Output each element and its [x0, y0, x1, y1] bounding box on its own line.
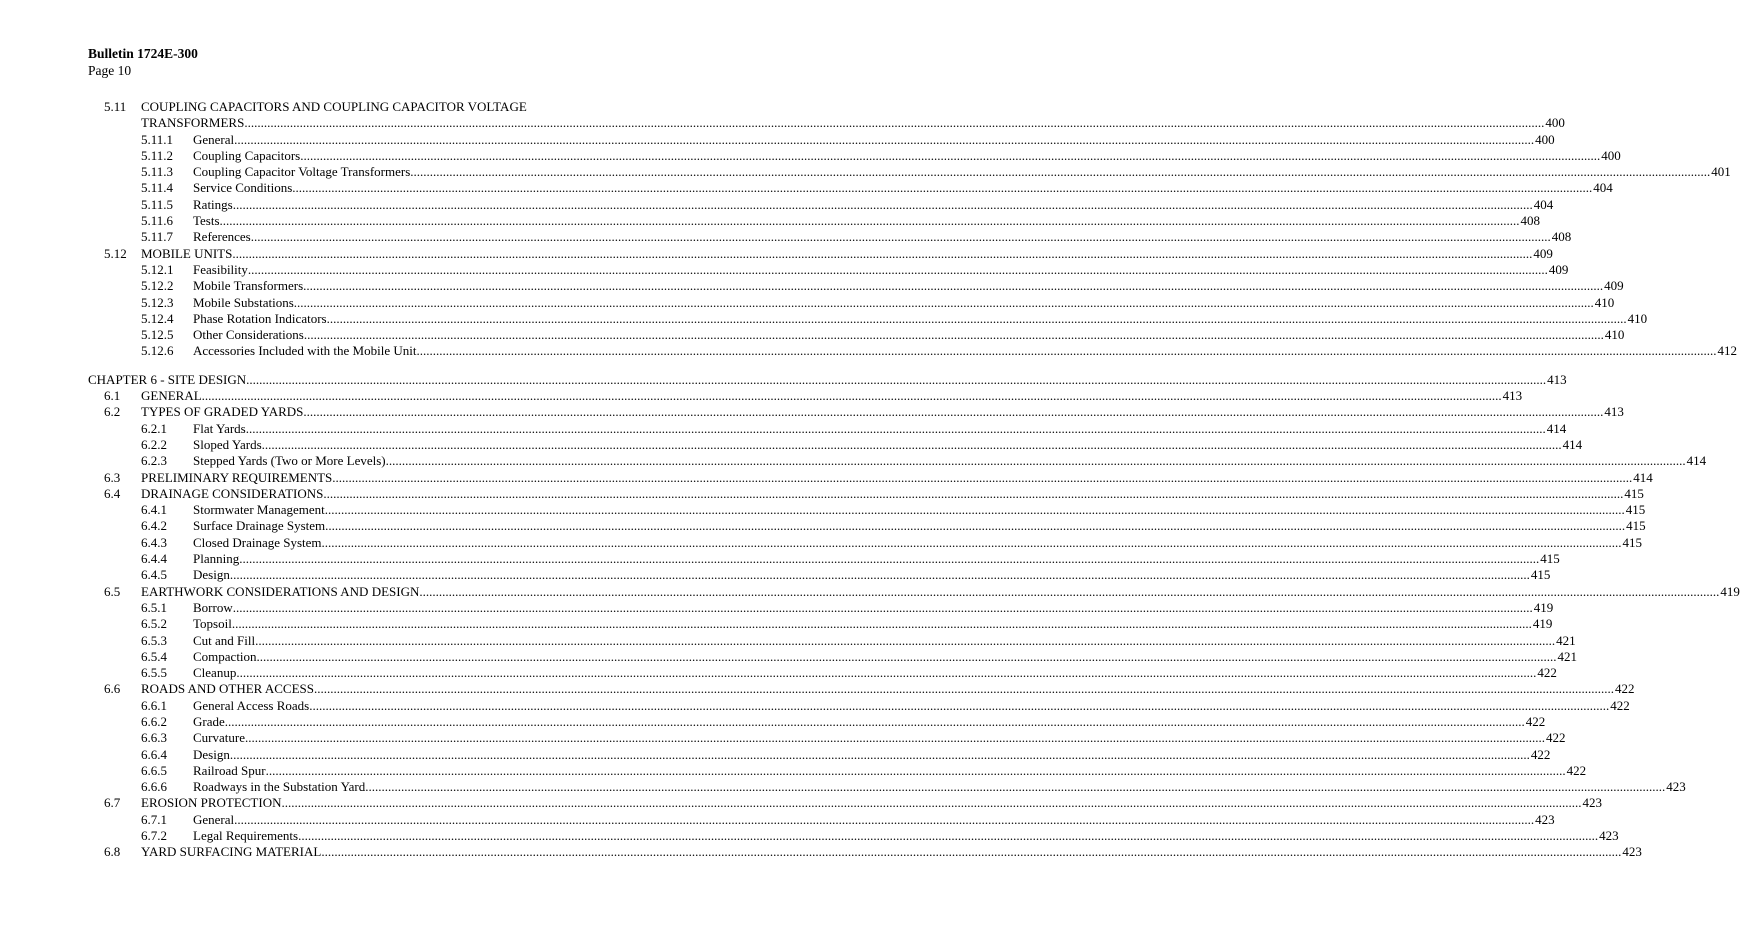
- bulletin-header: Bulletin 1724E-300: [88, 46, 198, 61]
- dot-leader: ................................................................................................................................................................................................................................................................................................................................................................................................................: [239, 551, 1540, 567]
- toc-entry-title: Coupling Capacitor Voltage Transformers: [193, 164, 411, 180]
- toc-entry[interactable]: [0, 665, 1557, 681]
- toc-entry-title: YARD SURFACING MATERIAL: [141, 844, 322, 860]
- toc-entry-number: 6.6.4: [141, 746, 167, 762]
- toc-entry[interactable]: [0, 779, 1686, 795]
- toc-entry[interactable]: [0, 404, 1624, 420]
- toc-entry-page: 415: [1626, 518, 1646, 534]
- dot-leader: ................................................................................................................................................................................................................................................................................................................................................................................................................: [245, 420, 1546, 436]
- toc-entry-title: Railroad Spur: [193, 762, 266, 778]
- toc-entry-page: 423: [1666, 779, 1686, 795]
- toc-entry-page: 400: [1535, 131, 1555, 147]
- toc-entry-number: 6.5.3: [141, 632, 167, 648]
- toc-entry-page: 415: [1625, 502, 1646, 518]
- toc-entry[interactable]: [0, 551, 1560, 567]
- toc-entry-number: 6.2: [104, 404, 121, 420]
- toc-entry[interactable]: [0, 343, 1737, 359]
- dot-leader: ................................................................................................................................................................................................................................................................................................................................................................................................................: [244, 730, 1545, 746]
- toc-entry-page: 421: [1556, 632, 1576, 648]
- toc-entry-number: 6.7.1: [141, 811, 167, 827]
- toc-entry-number: 6.3: [104, 469, 121, 485]
- dot-leader: ................................................................................................................................................................................................................................................................................................................................................................................................................: [292, 180, 1593, 196]
- toc-entry-page: 413: [1604, 404, 1624, 420]
- toc-entry-title: Planning: [193, 551, 240, 567]
- toc-entry[interactable]: [0, 762, 1587, 779]
- toc-entry-title: Other Considerations: [193, 327, 304, 343]
- toc-entry-page: 400: [1545, 115, 1565, 131]
- toc-entry[interactable]: [0, 713, 1546, 730]
- toc-entry-page: 400: [1601, 147, 1621, 163]
- toc-entry-page: 415: [1622, 534, 1643, 550]
- toc-entry-number: 6.4: [104, 485, 121, 501]
- toc-entry-number: 5.11.2: [141, 147, 174, 163]
- toc-entry-title: COUPLING CAPACITORS AND COUPLING CAPACITOR VOLTAGE: [141, 99, 527, 114]
- toc-entry[interactable]: [0, 485, 1644, 502]
- toc-entry-page: 413: [1502, 388, 1523, 404]
- dot-leader: ................................................................................................................................................................................................................................................................................................................................................................................................................: [232, 196, 1533, 212]
- dot-leader: ................................................................................................................................................................................................................................................................................................................................................................................................................: [365, 779, 1666, 795]
- dot-leader: ................................................................................................................................................................................................................................................................................................................................................................................................................: [300, 147, 1601, 163]
- toc-entry[interactable]: [0, 420, 1567, 437]
- dot-leader: ................................................................................................................................................................................................................................................................................................................................................................................................................: [247, 261, 1548, 277]
- toc-entry-title: General: [193, 131, 235, 147]
- toc-entry[interactable]: [0, 327, 1625, 343]
- toc-entry-page: 401: [1711, 164, 1731, 180]
- toc-entry-title: Design: [193, 567, 230, 583]
- toc-entry[interactable]: [0, 534, 1643, 551]
- toc-entry-number: 5.12.1: [141, 261, 174, 277]
- toc-entry[interactable]: [0, 245, 1553, 262]
- toc-entry-page: 415: [1540, 551, 1560, 567]
- toc-entry-number: 6.6.1: [141, 697, 167, 713]
- toc-entry-page: 410: [1604, 327, 1625, 343]
- dot-leader: ................................................................................................................................................................................................................................................................................................................................................................................................................: [385, 453, 1686, 469]
- toc-entry-number: 6.6.3: [141, 730, 167, 746]
- toc-entry-title: Design: [193, 746, 230, 762]
- toc-entry-page: 415: [1530, 567, 1551, 583]
- toc-entry-title: MOBILE UNITS: [141, 245, 233, 261]
- dot-leader: ................................................................................................................................................................................................................................................................................................................................................................................................................: [332, 469, 1633, 485]
- dot-leader: ................................................................................................................................................................................................................................................................................................................................................................................................................: [231, 616, 1532, 632]
- toc-entry[interactable]: [0, 453, 1707, 469]
- dot-leader: ................................................................................................................................................................................................................................................................................................................................................................................................................: [410, 164, 1711, 180]
- toc-entry-number: 6.5.5: [141, 665, 167, 681]
- toc-entry[interactable]: [0, 583, 1740, 600]
- toc-entry-number: 5.12.4: [141, 310, 174, 326]
- dot-leader: ................................................................................................................................................................................................................................................................................................................................................................................................................: [293, 294, 1594, 310]
- toc-entry-page: 423: [1582, 795, 1602, 811]
- toc-entry-page: 412: [1717, 343, 1737, 359]
- toc-entry-title: Ratings: [193, 196, 233, 212]
- toc-entry-page: 408: [1551, 229, 1572, 245]
- toc-entry[interactable]: [0, 811, 1555, 828]
- toc-entry[interactable]: [0, 567, 1551, 583]
- toc-entry-page: 419: [1533, 599, 1554, 615]
- toc-entry[interactable]: [0, 99, 728, 115]
- toc-entry-page: 410: [1594, 294, 1615, 310]
- toc-entry[interactable]: [0, 681, 1635, 697]
- toc-entry-page: 414: [1633, 469, 1653, 485]
- toc-entry[interactable]: [0, 599, 1554, 616]
- toc-entry-title: Stepped Yards (Two or More Levels): [193, 453, 386, 469]
- toc-entry-number: 6.6.2: [141, 713, 167, 729]
- toc-entry[interactable]: [0, 229, 1572, 245]
- toc-entry-number: 5.11.3: [141, 164, 174, 180]
- toc-entry-page: 423: [1622, 844, 1642, 860]
- toc-entry-title: Compaction: [193, 648, 257, 664]
- toc-entry-title: CHAPTER 6 - SITE DESIGN: [88, 371, 247, 387]
- toc-entry-page: 422: [1615, 681, 1635, 697]
- dot-leader: ................................................................................................................................................................................................................................................................................................................................................................................................................: [201, 388, 1502, 404]
- toc-entry[interactable]: [0, 261, 1569, 278]
- dot-leader: ................................................................................................................................................................................................................................................................................................................................................................................................................: [303, 327, 1604, 343]
- toc-entry-number: 5.12: [104, 245, 127, 261]
- toc-entry-number: 5.11.6: [141, 213, 174, 229]
- dot-leader: ................................................................................................................................................................................................................................................................................................................................................................................................................: [232, 245, 1533, 261]
- toc-entry-title: Surface Drainage System: [193, 518, 326, 534]
- toc-entry-number: 5.11.4: [141, 180, 174, 196]
- toc-entry-title: Tests: [193, 213, 220, 229]
- toc-entry-title: DRAINAGE CONSIDERATIONS: [141, 485, 324, 501]
- toc-entry-number: 6.1: [104, 388, 121, 404]
- toc-entry-page: 409: [1548, 261, 1569, 277]
- dot-leader: ................................................................................................................................................................................................................................................................................................................................................................................................................: [281, 795, 1582, 811]
- toc-entry-page: 404: [1593, 180, 1613, 196]
- toc-entry-page: 410: [1627, 310, 1648, 326]
- toc-entry-number: 6.7.2: [141, 828, 167, 844]
- dot-leader: ................................................................................................................................................................................................................................................................................................................................................................................................................: [298, 828, 1599, 844]
- toc-entry-page: 404: [1533, 196, 1554, 212]
- table-of-contents: [0, 99, 1740, 861]
- dot-leader: ................................................................................................................................................................................................................................................................................................................................................................................................................: [224, 713, 1525, 729]
- toc-entry-title: General Access Roads: [193, 697, 310, 713]
- toc-entry-page: 409: [1533, 245, 1553, 261]
- dot-leader: ................................................................................................................................................................................................................................................................................................................................................................................................................: [229, 567, 1530, 583]
- toc-entry-page: 419: [1720, 583, 1740, 599]
- toc-entry[interactable]: [0, 469, 1653, 486]
- toc-entry-number: 6.6.5: [141, 762, 167, 778]
- toc-entry[interactable]: [0, 746, 1551, 763]
- dot-leader: ................................................................................................................................................................................................................................................................................................................................................................................................................: [255, 632, 1556, 648]
- toc-entry-title: Mobile Substations: [193, 294, 294, 310]
- toc-entry-title: Roadways in the Substation Yard: [193, 779, 366, 795]
- dot-leader: ................................................................................................................................................................................................................................................................................................................................................................................................................: [234, 811, 1535, 827]
- dot-leader: ................................................................................................................................................................................................................................................................................................................................................................................................................: [326, 310, 1627, 326]
- dot-leader: ................................................................................................................................................................................................................................................................................................................................................................................................................: [234, 131, 1535, 147]
- toc-entry-page: 421: [1557, 648, 1578, 664]
- page-number-header: Page 10: [88, 63, 132, 78]
- dot-leader: ................................................................................................................................................................................................................................................................................................................................................................................................................: [236, 665, 1537, 681]
- toc-entry[interactable]: [0, 294, 1615, 311]
- toc-entry-title: General: [193, 811, 235, 827]
- toc-entry-page: 413: [1547, 371, 1567, 387]
- toc-entry[interactable]: [0, 844, 1642, 860]
- toc-entry[interactable]: [0, 278, 1624, 294]
- dot-leader: ................................................................................................................................................................................................................................................................................................................................................................................................................: [309, 697, 1610, 713]
- toc-entry-title: Feasibility: [193, 261, 248, 277]
- toc-entry-page: 423: [1599, 828, 1619, 844]
- toc-entry-title: Legal Requirements: [193, 828, 299, 844]
- toc-entry[interactable]: [0, 436, 1583, 453]
- dot-leader: ................................................................................................................................................................................................................................................................................................................................................................................................................: [232, 599, 1533, 615]
- dot-leader: ................................................................................................................................................................................................................................................................................................................................................................................................................: [323, 485, 1624, 501]
- toc-entry[interactable]: [0, 795, 1602, 811]
- toc-entry-title: Stormwater Management: [193, 502, 325, 518]
- dot-leader: ................................................................................................................................................................................................................................................................................................................................................................................................................: [416, 343, 1717, 359]
- dot-leader: ................................................................................................................................................................................................................................................................................................................................................................................................................: [321, 534, 1622, 550]
- toc-entry-title: GENERAL: [141, 388, 202, 404]
- toc-entry-title: Topsoil: [193, 616, 232, 632]
- toc-entry-number: 6.2.1: [141, 420, 167, 436]
- toc-entry[interactable]: [0, 115, 1565, 131]
- dot-leader: ................................................................................................................................................................................................................................................................................................................................................................................................................: [419, 583, 1720, 599]
- toc-entry[interactable]: [0, 697, 1630, 714]
- toc-entry-number: 6.4.2: [141, 518, 167, 534]
- dot-leader: ................................................................................................................................................................................................................................................................................................................................................................................................................: [246, 371, 1547, 387]
- dot-leader: ................................................................................................................................................................................................................................................................................................................................................................................................................: [325, 518, 1626, 534]
- toc-entry[interactable]: [0, 131, 1555, 148]
- toc-entry-title: EROSION PROTECTION: [141, 795, 282, 811]
- toc-entry-number: 6.4.1: [141, 502, 167, 518]
- toc-entry[interactable]: [0, 180, 1613, 196]
- toc-entry[interactable]: [0, 648, 1578, 665]
- toc-entry-number: 6.6.6: [141, 779, 167, 795]
- toc-entry[interactable]: [0, 730, 1566, 746]
- toc-entry-page: 419: [1532, 616, 1553, 632]
- toc-entry-page: 422: [1537, 665, 1557, 681]
- dot-leader: ................................................................................................................................................................................................................................................................................................................................................................................................................: [324, 502, 1625, 518]
- dot-leader: ................................................................................................................................................................................................................................................................................................................................................................................................................: [250, 229, 1551, 245]
- toc-entry-number: 6.4.5: [141, 567, 167, 583]
- toc-entry-title: Accessories Included with the Mobile Unit: [193, 343, 417, 359]
- toc-entry-page: 422: [1545, 730, 1566, 746]
- toc-entry[interactable]: [0, 518, 1646, 534]
- toc-entry-page: 414: [1686, 453, 1707, 469]
- dot-leader: ................................................................................................................................................................................................................................................................................................................................................................................................................: [303, 278, 1604, 294]
- toc-entry-page: 423: [1535, 811, 1555, 827]
- toc-entry-title: Flat Yards: [193, 420, 246, 436]
- dot-leader: ................................................................................................................................................................................................................................................................................................................................................................................................................: [219, 213, 1520, 229]
- toc-entry-number: 5.11.5: [141, 196, 174, 212]
- toc-entry-title: PRELIMINARY REQUIREMENTS: [141, 469, 333, 485]
- toc-entry-page: 415: [1624, 485, 1644, 501]
- toc-entry-title: References: [193, 229, 251, 245]
- toc-entry[interactable]: [0, 310, 1648, 327]
- toc-entry-page: 414: [1562, 436, 1583, 452]
- toc-entry[interactable]: [0, 502, 1646, 518]
- toc-entry-number: 6.5.4: [141, 648, 167, 664]
- toc-entry-number: 6.5: [104, 583, 121, 599]
- toc-entry-number: 6.5.1: [141, 599, 167, 615]
- dot-leader: ................................................................................................................................................................................................................................................................................................................................................................................................................: [321, 844, 1622, 860]
- toc-entry-title: Sloped Yards: [193, 436, 262, 452]
- toc-entry-number: 6.8: [104, 844, 121, 860]
- toc-entry-number: 5.12.6: [141, 343, 174, 359]
- dot-leader: ................................................................................................................................................................................................................................................................................................................................................................................................................: [261, 436, 1562, 452]
- toc-entry[interactable]: [0, 828, 1619, 844]
- toc-entry-number: 6.6: [104, 681, 121, 697]
- dot-leader: ................................................................................................................................................................................................................................................................................................................................................................................................................: [303, 404, 1604, 420]
- toc-entry-page: 409: [1604, 278, 1624, 294]
- toc-entry-page: 422: [1610, 697, 1630, 713]
- toc-entry-title: EARTHWORK CONSIDERATIONS AND DESIGN: [141, 583, 420, 599]
- toc-entry-page: 422: [1525, 713, 1546, 729]
- toc-entry[interactable]: [0, 164, 1731, 180]
- dot-leader: ................................................................................................................................................................................................................................................................................................................................................................................................................: [244, 115, 1545, 131]
- toc-entry-number: 5.12.3: [141, 294, 174, 310]
- toc-entry-title: Borrow: [193, 599, 233, 615]
- toc-entry-title: ROADS AND OTHER ACCESS: [141, 681, 315, 697]
- toc-entry[interactable]: [0, 388, 1523, 404]
- toc-entry-title: Cleanup: [193, 665, 237, 681]
- toc-entry-page: 414: [1546, 420, 1567, 436]
- toc-entry-title: TYPES OF GRADED YARDS: [141, 404, 304, 420]
- toc-entry-page: 408: [1520, 213, 1541, 229]
- toc-entry-number: 6.4.4: [141, 551, 167, 567]
- toc-entry-title: Coupling Capacitors: [193, 147, 301, 163]
- toc-entry-page: 422: [1530, 746, 1551, 762]
- dot-leader: ................................................................................................................................................................................................................................................................................................................................................................................................................: [229, 746, 1530, 762]
- toc-entry-title: Mobile Transformers: [193, 278, 304, 294]
- toc-entry-title: Service Conditions: [193, 180, 293, 196]
- dot-leader: ................................................................................................................................................................................................................................................................................................................................................................................................................: [265, 762, 1566, 778]
- toc-entry-title: Closed Drainage System: [193, 534, 322, 550]
- toc-entry-title: Phase Rotation Indicators: [193, 310, 327, 326]
- toc-entry-number: 6.5.2: [141, 616, 167, 632]
- toc-entry-number: 5.12.2: [141, 278, 174, 294]
- toc-entry[interactable]: [0, 196, 1554, 213]
- toc-entry-number: 6.2.3: [141, 453, 167, 469]
- toc-entry[interactable]: [0, 371, 1567, 388]
- toc-entry[interactable]: [0, 616, 1553, 632]
- toc-entry-number: 5.11: [104, 99, 127, 114]
- toc-entry-number: 5.12.5: [141, 327, 174, 343]
- toc-entry[interactable]: [0, 632, 1576, 649]
- toc-entry-title: TRANSFORMERS: [141, 115, 245, 131]
- dot-leader: ................................................................................................................................................................................................................................................................................................................................................................................................................: [314, 681, 1615, 697]
- toc-entry[interactable]: [0, 147, 1621, 164]
- dot-leader: ................................................................................................................................................................................................................................................................................................................................................................................................................: [256, 648, 1557, 664]
- toc-entry-number: 6.2.2: [141, 436, 167, 452]
- toc-entry[interactable]: [0, 213, 1541, 229]
- toc-entry-page: 422: [1566, 762, 1587, 778]
- toc-entry-number: 5.11.1: [141, 131, 174, 147]
- toc-entry-title: Curvature: [193, 730, 245, 746]
- toc-entry-title: Cut and Fill: [193, 632, 256, 648]
- toc-entry-number: 5.11.7: [141, 229, 174, 245]
- toc-entry-title: Grade: [193, 713, 225, 729]
- toc-entry-number: 6.7: [104, 795, 121, 811]
- toc-entry-number: 6.4.3: [141, 534, 167, 550]
